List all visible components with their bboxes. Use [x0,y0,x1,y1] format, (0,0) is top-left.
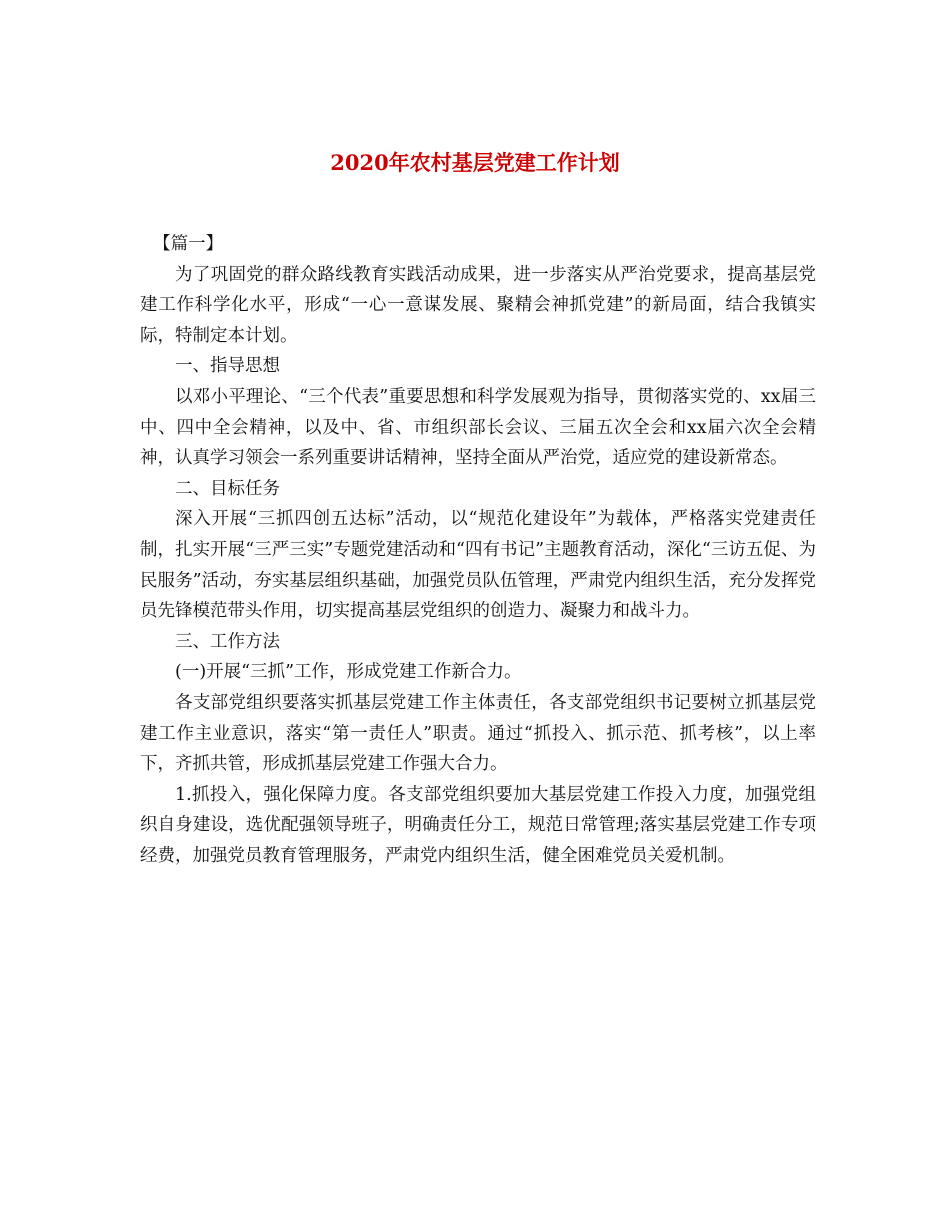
paragraph-guiding-ideology: 以邓小平理论、“三个代表”重要思想和科学发展观为指导，贯彻落实党的、xx届三中、四中全会精神，以及中、省、市组织部长会议、三届五次全会和xx届六次全会精神，认真学习领会一系列重要讲话精神，坚持全面从严治党，适应党的建设新常态。 [140,386,816,469]
document-body [140,229,816,871]
heading-goals-tasks: 二、目标任务 [175,478,280,499]
paragraph-three-grasps: 各支部党组织要落实抓基层党建工作主体责任，各支部党组织书记要树立抓基层党建工作主业意识，落实“第一责任人”职责。通过“抓投入、抓示范、抓考核”，以上率下，齐抓共管，形成抓基层党建工作强大合力。 [140,692,816,775]
paragraph-grasp-investment: 1.抓投入，强化保障力度。各支部党组织要加大基层党建工作投入力度，加强党组织自身建设，选优配强领导班子，明确责任分工，规范日常管理;落实基层党建工作专项经费，加强党员教育管理服务，严肃党内组织生活，健全困难党员关爱机制。 [140,784,816,866]
heading-guiding-ideology: 一、指导思想 [175,356,280,377]
intro-paragraph: 为了巩固党的群众路线教育实践活动成果，进一步落实从严治党要求，提高基层党建工作科学化水平，形成“一心一意谋发展、聚精会神抓党建”的新局面，结合我镇实际，特制定本计划。 [140,264,816,346]
subheading-three-grasps: (一)开展“三抓”工作，形成党建工作新合力。 [175,662,522,683]
heading-work-methods: 三、工作方法 [175,631,280,652]
paragraph-goals-tasks: 深入开展“三抓四创五达标”活动，以“规范化建设年”为载体，严格落实党建责任制，扎实开展“三严三实”专题党建活动和“四有书记”主题教育活动，深化“三访五促、为民服务”活动，夯实基层组织基础，加强党员队伍管理，严肃党内组织生活，充分发挥党员先锋模范带头作用，切实提高基层党组织的创造力、凝聚力和战斗力。 [140,509,816,622]
section-label: 【篇一】 [153,234,224,254]
document-title: 2020年农村基层党建工作计划 [330,150,620,175]
